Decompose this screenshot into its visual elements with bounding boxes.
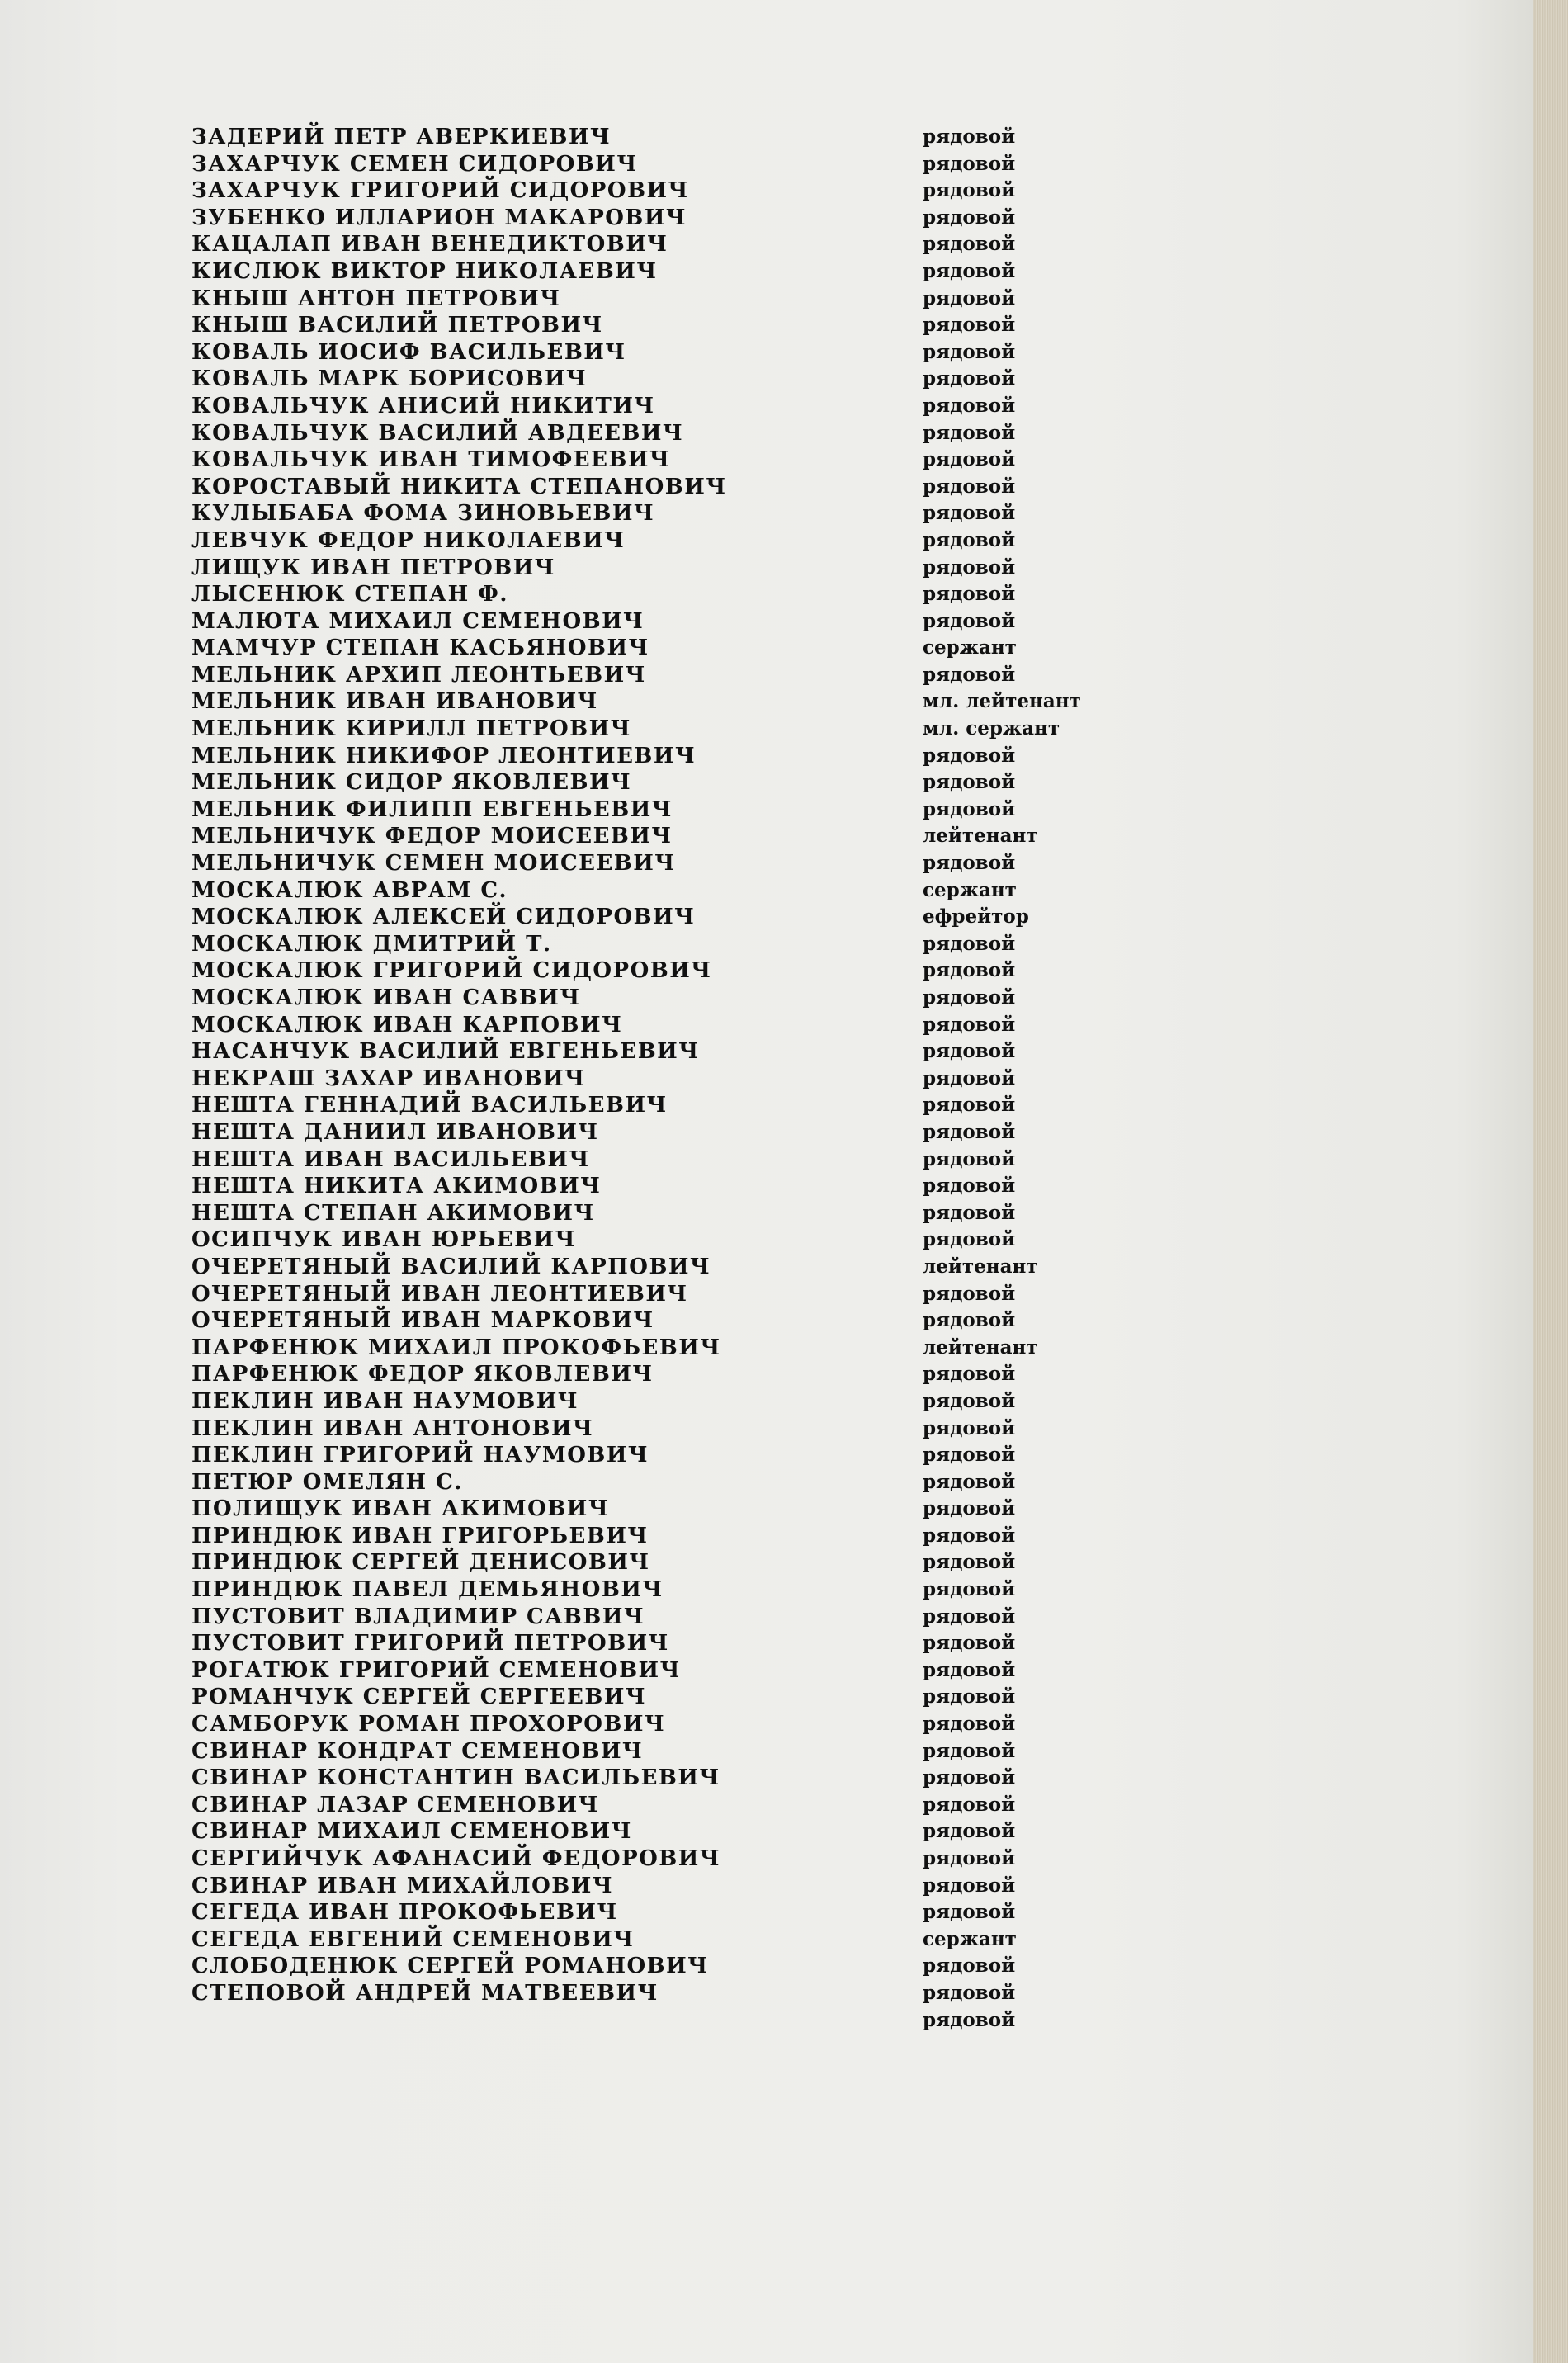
name-row <box>191 1119 967 1146</box>
military-rank: рядовой <box>923 1551 1016 1574</box>
name-row <box>191 1792 967 1819</box>
military-rank: лейтенант <box>923 1335 1038 1359</box>
military-rank: рядовой <box>923 932 1016 955</box>
person-name: САМБОРУК РОМАН ПРОХОРОВИЧ <box>191 1712 666 1737</box>
name-row <box>191 527 967 555</box>
name-row <box>191 1630 967 1657</box>
person-name: ОЧЕРЕТЯНЫЙ ИВАН МАРКОВИЧ <box>191 1308 654 1334</box>
name-row <box>191 151 967 178</box>
military-rank: рядовой <box>923 1309 1016 1332</box>
person-name: МОСКАЛЮК ДМИТРИЙ Т. <box>191 931 552 957</box>
name-row <box>191 366 967 393</box>
name-row <box>191 716 967 743</box>
military-rank: рядовой <box>923 1066 1016 1089</box>
person-name: НЕШТА ДАНИИЛ ИВАНОВИЧ <box>191 1119 599 1145</box>
rank-row <box>923 393 1154 420</box>
rank-row <box>923 286 1154 313</box>
military-rank: рядовой <box>923 1416 1016 1439</box>
military-rank: рядовой <box>923 125 1016 148</box>
rank-row <box>923 850 1154 877</box>
name-row <box>191 1926 967 1954</box>
military-rank: лейтенант <box>923 1255 1038 1278</box>
rank-row <box>923 1630 1154 1657</box>
military-rank: рядовой <box>923 2008 1016 2031</box>
military-rank: ефрейтор <box>923 905 1029 929</box>
rank-row <box>923 1254 1154 1281</box>
rank-row <box>923 1173 1154 1200</box>
name-row <box>191 1953 967 1980</box>
military-rank: рядовой <box>923 528 1016 551</box>
rank-row <box>923 527 1154 555</box>
person-name: МОСКАЛЮК ГРИГОРИЙ СИДОРОВИЧ <box>191 958 712 984</box>
person-name: КОРОСТАВЫЙ НИКИТА СТЕПАНОВИЧ <box>191 474 727 499</box>
rank-row <box>923 1388 1154 1415</box>
military-rank: рядовой <box>923 1766 1016 1789</box>
military-rank: рядовой <box>923 1094 1016 1117</box>
person-name: ЗАДЕРИЙ ПЕТР АВЕРКИЕВИЧ <box>191 125 612 149</box>
rank-row <box>923 877 1154 905</box>
name-row <box>191 957 967 985</box>
person-name: МЕЛЬНИК СИДОР ЯКОВЛЕВИЧ <box>191 770 632 796</box>
person-name: КУЛЫБАБА ФОМА ЗИНОВЬЕВИЧ <box>191 501 655 527</box>
military-rank: рядовой <box>923 1658 1016 1681</box>
rank-row <box>923 555 1154 582</box>
military-rank: рядовой <box>923 1363 1016 1386</box>
person-name: НЕШТА ИВАН ВАСИЛЬЕВИЧ <box>191 1146 590 1172</box>
rank-row <box>923 716 1154 743</box>
person-name: СЕРГИЙЧУК АФАНАСИЙ ФЕДОРОВИЧ <box>191 1846 721 1871</box>
rank-row <box>923 2007 1154 2035</box>
name-row <box>191 177 967 205</box>
name-row <box>191 1200 967 1227</box>
rank-row <box>923 151 1154 178</box>
person-name: МЕЛЬНИК ФИЛИПП ЕВГЕНЬЕВИЧ <box>191 796 673 822</box>
name-row <box>191 500 967 527</box>
person-name: ПЕКЛИН ГРИГОРИЙ НАУМОВИЧ <box>191 1443 649 1468</box>
military-rank: сержант <box>923 636 1017 659</box>
name-row <box>191 662 967 689</box>
military-rank: рядовой <box>923 1174 1016 1198</box>
name-row <box>191 312 967 339</box>
name-row <box>191 339 967 366</box>
military-rank: рядовой <box>923 555 1016 579</box>
person-name: НЕШТА СТЕПАН АКИМОВИЧ <box>191 1200 595 1226</box>
person-name: ПРИНДЮК ПАВЕЛ ДЕМЬЯНОВИЧ <box>191 1577 664 1603</box>
person-name: СЕГЕДА ЕВГЕНИЙ СЕМЕНОВИЧ <box>191 1926 635 1952</box>
military-rank: рядовой <box>923 1120 1016 1143</box>
military-rank: рядовой <box>923 421 1016 444</box>
military-rank: рядовой <box>923 206 1016 229</box>
name-row <box>191 581 967 608</box>
name-row <box>191 1012 967 1039</box>
page-edge <box>1533 0 1568 2363</box>
rank-row <box>923 1765 1154 1792</box>
rank-row <box>923 743 1154 770</box>
rank-row <box>923 1576 1154 1604</box>
person-name: КНЫШ ВАСИЛИЙ ПЕТРОВИЧ <box>191 313 603 338</box>
person-name: КОВАЛЬ ИОСИФ ВАСИЛЬЕВИЧ <box>191 339 626 365</box>
person-name: РОМАНЧУК СЕРГЕЙ СЕРГЕЕВИЧ <box>191 1685 647 1710</box>
name-row <box>191 1442 967 1469</box>
person-name: ПРИНДЮК СЕРГЕЙ ДЕНИСОВИЧ <box>191 1550 650 1576</box>
military-rank: рядовой <box>923 609 1016 632</box>
military-rank: рядовой <box>923 475 1016 498</box>
military-rank: рядовой <box>923 179 1016 202</box>
name-row <box>191 1818 967 1846</box>
rank-row <box>923 796 1154 824</box>
rank-row <box>923 1684 1154 1711</box>
person-name: РОГАТЮК ГРИГОРИЙ СЕМЕНОВИЧ <box>191 1657 681 1683</box>
rank-row <box>923 1523 1154 1550</box>
person-name: ПАРФЕНЮК ФЕДОР ЯКОВЛЕВИЧ <box>191 1362 654 1387</box>
name-row <box>191 1226 967 1254</box>
name-row <box>191 1173 967 1200</box>
name-row <box>191 1980 967 2007</box>
name-row <box>191 1657 967 1685</box>
rank-row <box>923 124 1154 151</box>
person-name: ЗАХАРЧУК СЕМЕН СИДОРОВИЧ <box>191 151 638 177</box>
name-row <box>191 1281 967 1308</box>
rank-row <box>923 258 1154 286</box>
rank-row <box>923 688 1154 716</box>
name-row <box>191 688 967 716</box>
name-row <box>191 1765 967 1792</box>
military-rank: рядовой <box>923 1739 1016 1762</box>
person-name: МОСКАЛЮК АВРАМ С. <box>191 877 508 903</box>
name-row <box>191 1711 967 1738</box>
name-row <box>191 1873 967 1900</box>
rank-row <box>923 1200 1154 1227</box>
name-row <box>191 850 967 877</box>
rank-row <box>923 1899 1154 1926</box>
name-row <box>191 447 967 474</box>
name-row <box>191 1254 967 1281</box>
military-rank: рядовой <box>923 771 1016 794</box>
military-rank: рядовой <box>923 583 1016 606</box>
name-row <box>191 985 967 1012</box>
rank-row <box>923 1092 1154 1119</box>
military-rank: рядовой <box>923 852 1016 875</box>
military-rank: рядовой <box>923 152 1016 175</box>
rank-row <box>923 931 1154 958</box>
military-rank: рядовой <box>923 1497 1016 1520</box>
person-name: ПЕТЮР ОМЕЛЯН С. <box>191 1469 463 1495</box>
person-name: СВИНАР МИХАИЛ СЕМЕНОВИЧ <box>191 1819 632 1845</box>
rank-row <box>923 231 1154 258</box>
name-row <box>191 1549 967 1576</box>
military-rank: рядовой <box>923 663 1016 686</box>
rank-row <box>923 1307 1154 1335</box>
rank-row <box>923 177 1154 205</box>
military-rank: рядовой <box>923 1685 1016 1708</box>
person-name: ЛЕВЧУК ФЕДОР НИКОЛАЕВИЧ <box>191 527 626 553</box>
person-name: МОСКАЛЮК ИВАН САВВИЧ <box>191 985 581 1010</box>
military-rank: рядовой <box>923 502 1016 525</box>
rank-row <box>923 500 1154 527</box>
military-rank: мл. сержант <box>923 717 1060 740</box>
military-rank: рядовой <box>923 448 1016 471</box>
name-row <box>191 1092 967 1119</box>
person-name: НАСАНЧУК ВАСИЛИЙ ЕВГЕНЬЕВИЧ <box>191 1039 700 1065</box>
military-rank: рядовой <box>923 1013 1016 1036</box>
person-name: СВИНАР КОНДРАТ СЕМЕНОВИЧ <box>191 1738 644 1764</box>
rank-row <box>923 1980 1154 2007</box>
rank-row <box>923 1146 1154 1174</box>
rank-row <box>923 1335 1154 1362</box>
rank-row <box>923 662 1154 689</box>
rank-row <box>923 957 1154 985</box>
name-row <box>191 1576 967 1604</box>
name-row <box>191 420 967 447</box>
rank-row <box>923 1415 1154 1443</box>
name-row <box>191 555 967 582</box>
name-row <box>191 1496 967 1523</box>
person-name: ПУСТОВИТ ГРИГОРИЙ ПЕТРОВИЧ <box>191 1631 669 1656</box>
person-name: НЕШТА ГЕННАДИЙ ВАСИЛЬЕВИЧ <box>191 1093 668 1118</box>
person-name: ОСИПЧУК ИВАН ЮРЬЕВИЧ <box>191 1227 576 1253</box>
rank-row <box>923 769 1154 796</box>
name-row <box>191 1523 967 1550</box>
military-rank: мл. лейтенант <box>923 690 1081 713</box>
person-name: МАЛЮТА МИХАИЛ СЕМЕНОВИЧ <box>191 608 645 634</box>
military-rank: сержант <box>923 1927 1017 1950</box>
person-name: МОСКАЛЮК ИВАН КАРПОВИЧ <box>191 1012 623 1037</box>
person-name: МЕЛЬНИК ИВАН ИВАНОВИЧ <box>191 689 598 715</box>
rank-row <box>923 205 1154 232</box>
person-name: СЕГЕДА ИВАН ПРОКОФЬЕВИЧ <box>191 1900 618 1926</box>
military-rank: рядовой <box>923 1981 1016 2004</box>
rank-row <box>923 339 1154 366</box>
name-row <box>191 1684 967 1711</box>
military-rank: рядовой <box>923 394 1016 417</box>
name-row <box>191 608 967 636</box>
rank-row <box>923 1549 1154 1576</box>
military-rank: рядовой <box>923 1632 1016 1655</box>
person-name: МЕЛЬНИЧУК СЕМЕН МОИСЕЕВИЧ <box>191 851 676 877</box>
military-rank: рядовой <box>923 1228 1016 1251</box>
rank-row <box>923 1738 1154 1765</box>
name-row <box>191 931 967 958</box>
name-row <box>191 1038 967 1066</box>
name-row <box>191 1738 967 1765</box>
name-row <box>191 205 967 232</box>
name-row <box>191 769 967 796</box>
names-column <box>191 124 967 2007</box>
name-row <box>191 1899 967 1926</box>
person-name: КИСЛЮК ВИКТОР НИКОЛАЕВИЧ <box>191 258 658 284</box>
person-name: КАЦАЛАП ИВАН ВЕНЕДИКТОВИЧ <box>191 232 668 258</box>
rank-row <box>923 1926 1154 1954</box>
name-row <box>191 1846 967 1873</box>
person-name: МЕЛЬНИК НИКИФОР ЛЕОНТИЕВИЧ <box>191 743 697 768</box>
name-row <box>191 823 967 850</box>
military-rank: рядовой <box>923 1954 1016 1978</box>
rank-row <box>923 1818 1154 1846</box>
military-rank: рядовой <box>923 259 1016 282</box>
person-name: КНЫШ АНТОН ПЕТРОВИЧ <box>191 286 561 311</box>
person-name: МЕЛЬНИЧУК ФЕДОР МОИСЕЕВИЧ <box>191 824 673 849</box>
person-name: ПЕКЛИН ИВАН АНТОНОВИЧ <box>191 1415 594 1441</box>
rank-row <box>923 1711 1154 1738</box>
person-name: СВИНАР ЛАЗАР СЕМЕНОВИЧ <box>191 1792 599 1817</box>
name-row <box>191 635 967 662</box>
name-row <box>191 1335 967 1362</box>
military-rank: рядовой <box>923 959 1016 982</box>
person-name: ПОЛИЩУК ИВАН АКИМОВИЧ <box>191 1496 610 1522</box>
person-name: ЗУБЕНКО ИЛЛАРИОН МАКАРОВИЧ <box>191 205 687 230</box>
military-rank: рядовой <box>923 1389 1016 1412</box>
military-rank: рядовой <box>923 1713 1016 1736</box>
person-name: КОВАЛЬ МАРК БОРИСОВИЧ <box>191 366 588 392</box>
name-row <box>191 1388 967 1415</box>
military-rank: рядовой <box>923 1578 1016 1601</box>
person-name: СВИНАР КОНСТАНТИН ВАСИЛЬЕВИЧ <box>191 1765 720 1791</box>
rank-row <box>923 1442 1154 1469</box>
person-name: СТЕПОВОЙ АНДРЕЙ МАТВЕЕВИЧ <box>191 1980 659 2006</box>
person-name: ОЧЕРЕТЯНЫЙ ВАСИЛИЙ КАРПОВИЧ <box>191 1254 711 1279</box>
person-name: НЕКРАШ ЗАХАР ИВАНОВИЧ <box>191 1066 586 1091</box>
rank-row <box>923 635 1154 662</box>
person-name: ОЧЕРЕТЯНЫЙ ИВАН ЛЕОНТИЕВИЧ <box>191 1281 688 1307</box>
person-name: МОСКАЛЮК АЛЕКСЕЙ СИДОРОВИЧ <box>191 905 696 930</box>
rank-row <box>923 1953 1154 1980</box>
name-row <box>191 393 967 420</box>
name-row <box>191 231 967 258</box>
rank-row <box>923 1281 1154 1308</box>
military-rank: лейтенант <box>923 825 1038 848</box>
military-rank: рядовой <box>923 233 1016 256</box>
rank-row <box>923 1119 1154 1146</box>
military-rank: рядовой <box>923 1470 1016 1493</box>
military-rank: рядовой <box>923 986 1016 1009</box>
rank-row <box>923 1873 1154 1900</box>
person-name: ЛЫСЕНЮК СТЕПАН Ф. <box>191 582 508 607</box>
rank-row <box>923 312 1154 339</box>
name-row <box>191 904 967 931</box>
name-row <box>191 258 967 286</box>
rank-row <box>923 904 1154 931</box>
rank-row <box>923 1657 1154 1685</box>
rank-row <box>923 985 1154 1012</box>
military-rank: рядовой <box>923 1604 1016 1628</box>
person-name: КОВАЛЬЧУК ИВАН ТИМОФЕЕВИЧ <box>191 447 671 473</box>
military-rank: рядовой <box>923 314 1016 337</box>
military-rank: рядовой <box>923 1793 1016 1816</box>
rank-row <box>923 1604 1154 1631</box>
military-rank: рядовой <box>923 1901 1016 1924</box>
rank-row <box>923 823 1154 850</box>
military-rank: рядовой <box>923 1444 1016 1467</box>
military-rank: рядовой <box>923 1847 1016 1869</box>
person-name: КОВАЛЬЧУК АНИСИЙ НИКИТИЧ <box>191 393 655 418</box>
person-name: КОВАЛЬЧУК ВАСИЛИЙ АВДЕЕВИЧ <box>191 420 684 446</box>
person-name: ПРИНДЮК ИВАН ГРИГОРЬЕВИЧ <box>191 1523 649 1548</box>
ranks-column <box>923 124 1154 2034</box>
name-row <box>191 1604 967 1631</box>
military-rank: рядовой <box>923 340 1016 363</box>
military-rank: рядовой <box>923 1874 1016 1897</box>
military-rank: рядовой <box>923 1820 1016 1843</box>
rank-row <box>923 1066 1154 1093</box>
rank-row <box>923 1038 1154 1066</box>
military-rank: сержант <box>923 878 1017 901</box>
military-rank: рядовой <box>923 1040 1016 1063</box>
name-row <box>191 743 967 770</box>
military-rank: рядовой <box>923 367 1016 390</box>
name-row <box>191 1469 967 1496</box>
rank-row <box>923 1496 1154 1523</box>
person-name: ПУСТОВИТ ВЛАДИМИР САВВИЧ <box>191 1604 645 1629</box>
name-row <box>191 124 967 151</box>
rank-row <box>923 1469 1154 1496</box>
military-rank: рядовой <box>923 1147 1016 1170</box>
person-name: ЛИЩУК ИВАН ПЕТРОВИЧ <box>191 555 556 580</box>
military-rank: рядовой <box>923 286 1016 310</box>
military-rank: рядовой <box>923 1282 1016 1305</box>
name-row <box>191 286 967 313</box>
rank-row <box>923 1846 1154 1873</box>
name-row <box>191 474 967 501</box>
name-row <box>191 1415 967 1443</box>
military-rank: рядовой <box>923 797 1016 820</box>
military-rank: рядовой <box>923 744 1016 767</box>
name-row <box>191 1361 967 1388</box>
military-rank: рядовой <box>923 1201 1016 1224</box>
name-row <box>191 877 967 905</box>
person-name: СЛОБОДЕНЮК СЕРГЕЙ РОМАНОВИЧ <box>191 1954 709 1979</box>
rank-row <box>923 1226 1154 1254</box>
name-row <box>191 796 967 824</box>
rank-row <box>923 420 1154 447</box>
rank-row <box>923 581 1154 608</box>
name-row <box>191 1066 967 1093</box>
person-name: МЕЛЬНИК АРХИП ЛЕОНТЬЕВИЧ <box>191 662 646 688</box>
rank-row <box>923 1361 1154 1388</box>
military-rank: рядовой <box>923 1524 1016 1547</box>
rank-row <box>923 447 1154 474</box>
person-name: НЕШТА НИКИТА АКИМОВИЧ <box>191 1174 602 1199</box>
rank-row <box>923 608 1154 636</box>
person-name: МАМЧУР СТЕПАН КАСЬЯНОВИЧ <box>191 636 649 661</box>
person-name: ПАРФЕНЮК МИХАИЛ ПРОКОФЬЕВИЧ <box>191 1335 721 1360</box>
person-name: ЗАХАРЧУК ГРИГОРИЙ СИДОРОВИЧ <box>191 178 689 204</box>
person-name: ПЕКЛИН ИВАН НАУМОВИЧ <box>191 1388 579 1414</box>
rank-row <box>923 366 1154 393</box>
name-row <box>191 1307 967 1335</box>
rank-row <box>923 474 1154 501</box>
rank-row <box>923 1792 1154 1819</box>
person-name: СВИНАР ИВАН МИХАЙЛОВИЧ <box>191 1873 614 1898</box>
name-row <box>191 1146 967 1174</box>
person-name: МЕЛЬНИК КИРИЛЛ ПЕТРОВИЧ <box>191 716 631 742</box>
rank-row <box>923 1012 1154 1039</box>
